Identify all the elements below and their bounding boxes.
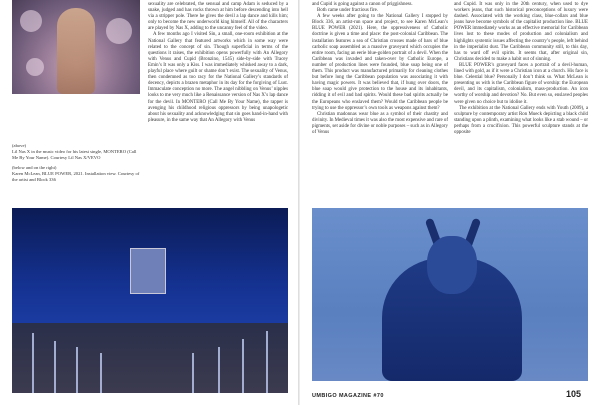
blue-power-installation-photo (12, 208, 288, 393)
paragraph: BLUE POWER’s graveyard faces a portrait of a devil-human, lined with gold, as if it were a Christian icon at a church. His face is blue. Celestial blue? Personally I don’t think so. What McLean is presenting us with is the Caribbean figure of worship: the European devil, and its capitalism, colonialism, mass-production. An icon worthy of worship and devotion? No. But even so, enslaved peoples were given no choice but to idolise it. (454, 62, 588, 105)
paragraph: A few weeks after going to the National Gallery I stopped by Block 336, an artist-run space and project, to see Karen McLean’s BLUE POWER (2021). Here, the oppressiveness of Catholic doctrine is given a time and place: the post-colonial Caribbean. The installation features a sea of Christian crosses made of bars of blue carbolic soap assembled as a massive graveyard which occupies the entire room, facing an eerie blue-golden portrait of a devil. When the Caribbean was invaded and taken-over by Catholic Europe, a number of production lines were founded, blue soap being one of them. This product was manufactured primarily for cleaning clothes but before long the Caribbean population was associating it with having magic powers. It was believed that, if hung over doors, the blue soap would give protection to the house and its inhabitants, ridding it of evil and bad spirits. Would these bad spirits actually be the Europeans who enslaved them? Would the Caribbean people be trying to use the oppressor’s own tools as weapons against them? (312, 14, 448, 111)
performer-figure (57, 8, 95, 94)
cross-post (192, 353, 194, 393)
cross-post (242, 339, 244, 393)
decor-bubble (26, 58, 44, 76)
cross-post (32, 333, 34, 393)
cross-post (54, 341, 56, 393)
cross-post (76, 347, 78, 393)
decor-bubble (106, 18, 132, 44)
paragraph: and Cupid. It was only in the 20th century, when used to dye workers jeans, that such historical preconceptions of luxury were dashed. Associated with the working class, blue-collars and blue jeans have become symbols of the capitalist production line. BLUE POWER immediately works as an effective memorial for Caribbean lives lost to these modes of production and colonialism and highlights systemic issues affecting the country’s people, left behind in the imperialist dust. The Caribbean community still, to this day, has to ward off evil spirits. It seems that, after original sin, Christians decided to make a habit out of sinning. (454, 2, 588, 62)
right-text-column-1 (312, 2, 448, 136)
paragraph: Both came under fractious fire. (317, 8, 378, 14)
lil-nas-x-music-video-photo (12, 0, 140, 94)
caption-label-below: (below and on the right) (12, 165, 57, 171)
paragraph: The exhibition at the National Gallery ends with Youth (2009), a sculpture by contemporary artist Ron Mueck depicting a black child standing upon a plinth, examining what looks like a stab wound – or perhaps from a crucifixion. This powerful sculpture stands at the opposite (454, 105, 588, 135)
cross-post (100, 353, 102, 393)
left-page (0, 0, 298, 405)
caption-label-above: (above) (12, 143, 27, 148)
paragraph: and Cupid is going against a canon of priggishness. (312, 2, 413, 7)
paragraph: sexuality are celebrated, the sensual and camp Adam is seduced by a snake, judged and has rocks thrown at him before descending into hell via a stripper pole. There he gives the devil a lap dance and kills him; only to become the new underworld king himself. All of the characters are played by Nas X, adding to the uncanny feel of the video. (148, 2, 288, 32)
caption-lil-nas-x: Lil Nas X in the music video for his latest single, MONTERO (Call Me By Your Name). Courtesy Lil Nas X/VEVO (12, 148, 137, 160)
blue-devil-portrait-photo (312, 208, 588, 381)
devil-portrait-on-wall (130, 248, 166, 294)
paragraph: Christian madonnas wear blue as a symbol of their chastity and divinity. In Medieval times it was also the most expensive and rare of pigments, set aside for divine or noble purposes – such as in Allegory of Venus (312, 111, 448, 135)
caption-blue-power: Karen McLean, BLUE POWER, 2021. Installation view. Courtesy of the artist and Block 336 (12, 171, 140, 182)
left-text-column (148, 2, 288, 124)
page-number: 105 (566, 389, 582, 399)
magazine-footer-title: UMBIGO MAGAZINE #70 (312, 393, 384, 399)
image-captions (12, 143, 140, 188)
cross-post (218, 347, 220, 393)
decor-bubble (20, 10, 42, 32)
devil-figure-head (427, 236, 477, 294)
paragraph: A few months ago I visited Sin, a small, one-room exhibition at the National Gallery that featured artworks which in some way were related to the concept of sin. Though superficial in terms of the questions it raises, the exhibition opens powerfully with An Allegory with Venus and Cupid (Bronzino, 1545) side-by-side with Tracey Emin’s It was only a Kiss. I was immediately whisked away to a dark, playful place where guilt or shame don’t exist. The sexuality of Venus, then condemned as too racy for the National Gallery’s standards of decency, depicts a brazen metaphor in its day for the forgiving of Lust. Immaculate conception no more. The angel nibbling on Venus’ nipples looks to me very much like a Renaissance version of Nas X’s lap dance for the devil. In MONTERO (Call Me By Your Name), the rapper is avenging his childhood religious oppressors by being unapologetic about his sexuality and acknowledging that sin goes hand-in-hand with pleasure, in the same way that An Allegory with Venus (148, 32, 288, 123)
cross-post (266, 331, 268, 393)
right-text-column-2 (454, 2, 588, 136)
